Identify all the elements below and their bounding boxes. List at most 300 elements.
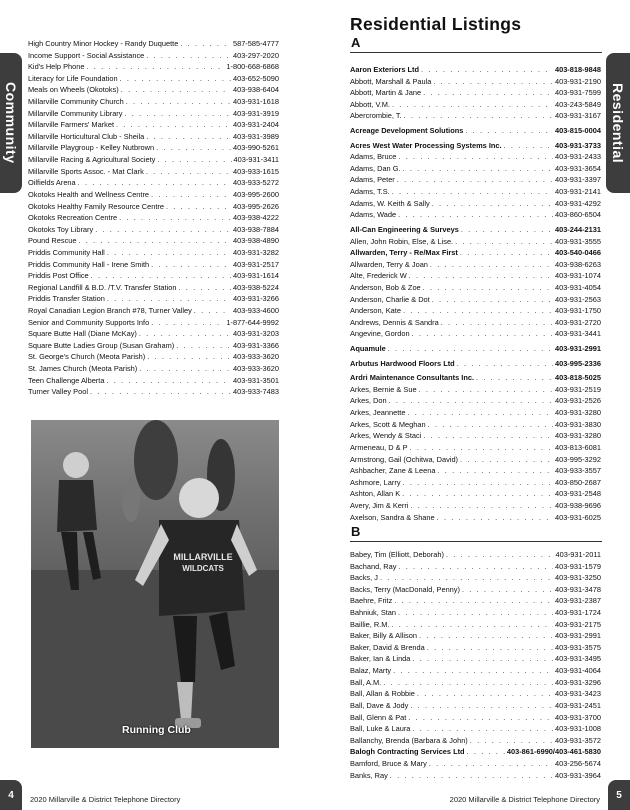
dot-leader — [441, 317, 553, 329]
listing-name: Adams, Wade — [350, 210, 397, 220]
dot-leader — [412, 653, 553, 665]
dot-leader — [388, 343, 553, 355]
shirt-text-2: WILDCATS — [182, 564, 224, 573]
dot-leader — [408, 712, 553, 724]
listing-phone: 403-931-1579 — [554, 561, 601, 571]
listing-row — [28, 108, 279, 120]
listing-name: Anderson, Kate — [350, 306, 401, 316]
listing-name: Literacy for Life Foundation — [28, 73, 118, 83]
dot-leader — [470, 735, 553, 747]
listing-row — [350, 770, 601, 782]
left-footer-text: 2020 Millarville & District Telephone Directory — [30, 795, 181, 804]
dot-leader — [176, 340, 231, 352]
dot-leader — [421, 64, 553, 76]
dot-leader — [462, 584, 553, 596]
listing-row — [28, 247, 279, 259]
listing-phone: 403-256-5674 — [554, 758, 601, 768]
listing-row — [28, 38, 279, 50]
dot-leader — [402, 488, 553, 500]
dot-leader — [476, 372, 553, 384]
listing-name: Baillie, R.M. — [350, 619, 390, 629]
listing-name: Baker, Billy & Allison — [350, 631, 417, 641]
listing-name: Axelson, Sandra & Shane — [350, 512, 435, 522]
listing-name: Millarville Playgroup - Kelley Nutbrown — [28, 143, 155, 153]
listing-phone: 403-931-2991 — [554, 631, 601, 641]
listing-phone: 403-931-3423 — [554, 689, 601, 699]
listing-name: Millarville Community Church — [28, 97, 124, 107]
dot-leader — [398, 607, 553, 619]
dot-leader — [146, 50, 231, 62]
listing-name: Ball, Luke & Laura — [350, 724, 411, 734]
listing-row — [350, 595, 601, 607]
listing-name: Abercrombie, T. — [350, 111, 402, 121]
listing-phone: 403-931-1614 — [232, 271, 279, 281]
dot-leader — [107, 247, 231, 259]
dot-leader — [394, 595, 553, 607]
listing-row — [350, 665, 601, 677]
listing-phone: 403-938-6404 — [232, 85, 279, 95]
listing-name: Millarville Horticultural Club - Sheila — [28, 131, 145, 141]
listing-name: Millarville Farmers' Market — [28, 120, 114, 130]
listing-name: Babey, Tim (Elliott, Deborah) — [350, 550, 444, 559]
listing-row — [350, 584, 601, 596]
listing-name: Arkes, Don — [350, 396, 387, 406]
listing-row — [350, 465, 601, 477]
listing-row — [350, 477, 601, 489]
listing-phone: 403-933-7483 — [232, 387, 279, 397]
listing-name: Ardri Maintenance Consultants Inc. — [350, 373, 475, 383]
listing-row — [350, 712, 601, 724]
listing-phone: 403-931-4064 — [554, 666, 601, 676]
dot-leader — [467, 746, 505, 758]
listing-name: Arkes, Jeannette — [350, 408, 406, 418]
listing-row — [350, 395, 601, 407]
running-club-photo — [31, 420, 279, 748]
listing-name: St. James Church (Meota Parish) — [28, 364, 138, 374]
dot-leader — [383, 677, 553, 689]
listing-row — [28, 224, 279, 236]
listing-phone: 403-860-6504 — [554, 210, 601, 220]
listing-phone: 403-931-2720 — [554, 317, 601, 327]
listing-name: Aaron Exteriors Ltd — [350, 65, 419, 74]
listing-phone: 403-931-1618 — [232, 97, 279, 107]
listing-row — [350, 549, 601, 561]
listing-row — [350, 384, 601, 396]
listing-phone: 403-815-0004 — [554, 126, 601, 136]
listing-phone: 403-933-3557 — [554, 466, 601, 476]
listing-phone: 403-933-3620 — [232, 364, 279, 374]
listing-name: Arbutus Hardwood Floors Ltd — [350, 358, 455, 368]
listing-row — [350, 677, 601, 689]
dot-leader — [95, 224, 231, 236]
dot-leader — [423, 430, 553, 442]
dot-leader — [157, 154, 231, 166]
listing-row — [350, 236, 601, 248]
residential-tab-label: Residential — [610, 82, 626, 164]
dot-leader — [116, 119, 231, 131]
listing-phone: 403-931-2519 — [554, 384, 601, 394]
listing-name: Ball, Glenn & Pat — [350, 712, 407, 722]
listing-row — [28, 50, 279, 62]
listing-row — [350, 186, 601, 198]
listing-row — [28, 189, 279, 201]
listing-name: Millarville Sports Assoc. - Mat Clark — [28, 166, 144, 176]
dot-leader — [446, 549, 554, 561]
listing-phone: 403-931-3296 — [554, 677, 601, 687]
listing-name: Arkes, Wendy & Staci — [350, 431, 422, 441]
listing-phone: 403-931-1750 — [554, 306, 601, 316]
listing-name: Ball, Allan & Robbie — [350, 689, 415, 699]
listing-row — [350, 328, 601, 340]
listing-phone: 403-813-6081 — [554, 442, 601, 452]
listing-row — [28, 119, 279, 131]
listing-name: Baker, Ian & Linda — [350, 654, 411, 664]
listing-phone: 403-931-4292 — [554, 198, 601, 208]
listing-row — [350, 259, 601, 271]
listing-name: Okotoks Recreation Centre — [28, 213, 118, 223]
dot-leader — [410, 442, 553, 454]
dot-leader — [403, 477, 553, 489]
listing-phone: 403-931-3397 — [554, 175, 601, 185]
listing-name: Andrews, Dennis & Sandra — [350, 317, 439, 327]
dot-leader — [389, 395, 553, 407]
listing-phone: 403-995-3292 — [554, 454, 601, 464]
listing-row — [28, 142, 279, 154]
listing-phone: 403-931-2175 — [554, 619, 601, 629]
listing-name: Aquamule — [350, 344, 386, 354]
listing-name: Backs, J — [350, 573, 378, 583]
listing-row — [350, 294, 601, 306]
listing-phone: 403-931-3203 — [232, 329, 279, 339]
dot-leader — [432, 294, 553, 306]
dot-leader — [427, 642, 553, 654]
dot-leader — [430, 259, 553, 271]
listing-row — [350, 270, 601, 282]
listing-phone: 403-938-5224 — [232, 282, 279, 292]
listing-phone: 403-931-3266 — [232, 294, 279, 304]
listing-phone: 403-931-3830 — [554, 419, 601, 429]
listing-phone: 403-931-2548 — [554, 489, 601, 499]
listing-name: Income Support - Social Assistance — [28, 50, 145, 60]
listing-phone: 403-540-0466 — [554, 248, 601, 258]
listing-row — [350, 343, 601, 355]
listing-phone: 403-931-4054 — [554, 282, 601, 292]
dot-leader — [392, 99, 553, 111]
section-b-divider — [350, 541, 602, 542]
listing-name: Priddis Post Office — [28, 271, 89, 281]
listing-name: Balogh Contracting Services Ltd — [350, 747, 465, 757]
listing-name: Allwarden, Terry - Re/Max First — [350, 248, 458, 258]
listing-phone: 403-931-6025 — [554, 512, 601, 522]
listing-row — [28, 351, 279, 363]
listing-phone: 403-931-3441 — [554, 329, 601, 339]
listing-row — [350, 317, 601, 329]
listing-phone: 403-995-2600 — [232, 189, 279, 199]
listing-name: Ashmore, Larry — [350, 477, 401, 487]
listing-row — [350, 630, 601, 642]
dot-leader — [151, 189, 231, 201]
dot-leader — [391, 619, 553, 631]
listing-row — [28, 282, 279, 294]
listing-phone: 403-931-3654 — [554, 163, 601, 173]
listing-phone: 403-995-2626 — [232, 201, 279, 211]
listing-phone: 403-938-6263 — [554, 259, 601, 269]
dot-leader — [423, 87, 553, 99]
listing-name: Millarville Racing & Agricultural Society — [28, 155, 156, 165]
listing-phone: 403-933-3620 — [232, 352, 279, 362]
listing-name: Armeneau, D & P — [350, 442, 408, 452]
listing-row — [28, 235, 279, 247]
listing-row — [350, 174, 601, 186]
listing-phone: 403-931-3478 — [554, 584, 601, 594]
listing-name: Adams, W. Keith & Sally — [350, 198, 430, 208]
listing-name: Baehre, Fritz — [350, 596, 393, 606]
dot-leader — [107, 293, 231, 305]
listing-phone: 403-652-5090 — [232, 73, 279, 83]
listing-name: Anderson, Bob & Zoe — [350, 282, 421, 292]
dot-leader — [78, 177, 231, 189]
listing-row — [350, 87, 601, 99]
residential-side-tab — [606, 53, 630, 193]
listing-name: Teen Challenge Alberta — [28, 375, 105, 385]
listing-phone: 403-931-1074 — [554, 271, 601, 281]
listing-row — [350, 572, 601, 584]
listing-row — [350, 198, 601, 210]
listing-phone: 403-931-3280 — [554, 431, 601, 441]
section-b-listings — [350, 549, 601, 781]
listing-row — [350, 688, 601, 700]
dot-leader — [91, 270, 231, 282]
right-page-number: 5 — [608, 780, 630, 810]
dot-leader — [417, 688, 553, 700]
listing-name: Ashbacher, Zane & Leena — [350, 466, 436, 476]
listing-phone: 403-931-3280 — [554, 408, 601, 418]
listing-phone: 403-931-2011 — [555, 550, 601, 559]
listing-phone: 403-931-3989 — [232, 131, 279, 141]
dot-leader — [433, 76, 553, 88]
listing-row — [350, 224, 601, 236]
dot-leader — [78, 235, 230, 247]
listing-name: Priddis Community Hall — [28, 247, 105, 257]
listing-name: Okotoks Healthy Family Resource Centre — [28, 201, 164, 211]
listing-phone: 1-800-668-6868 — [226, 62, 279, 72]
listing-name: Square Butte Ladies Group (Susan Graham) — [28, 340, 175, 350]
listing-phone: 403-931-2141 — [554, 187, 601, 197]
listing-name: Adams, Peter — [350, 175, 395, 185]
listing-phone: 403-931-2563 — [554, 294, 601, 304]
dot-leader — [398, 151, 553, 163]
listing-phone: 403-931-3575 — [554, 642, 601, 652]
dot-leader — [412, 328, 553, 340]
listing-phone: 403-938-4222 — [232, 213, 279, 223]
listing-row — [28, 61, 279, 73]
listing-row — [350, 746, 601, 758]
listing-row — [350, 430, 601, 442]
listing-row — [350, 407, 601, 419]
listing-phone: 403-931-3733 — [554, 140, 601, 150]
listing-phone: 403-995-2336 — [554, 358, 601, 368]
listing-name: Arkes, Bernie & Sue — [350, 384, 417, 394]
listing-name: Abbott, V.M. — [350, 99, 390, 109]
listing-name: Adams, Dan G. — [350, 163, 401, 173]
listing-name: Bamford, Bruce & Mary — [350, 758, 427, 768]
listing-row — [28, 177, 279, 189]
dot-leader — [178, 282, 231, 294]
listing-row — [28, 84, 279, 96]
listing-phone: 403-931-2526 — [554, 396, 601, 406]
dot-leader — [139, 363, 231, 375]
listing-row — [350, 653, 601, 665]
dot-leader — [461, 224, 553, 236]
dot-leader — [410, 700, 553, 712]
listing-row — [28, 73, 279, 85]
dot-leader — [121, 84, 231, 96]
listing-phone: 403-297-2020 — [232, 50, 279, 60]
listing-name: Banks, Ray — [350, 770, 388, 780]
listing-phone: 403-931-7599 — [554, 88, 601, 98]
listing-phone: 403-931-3282 — [232, 247, 279, 257]
listing-name: Royal Canadian Legion Branch #78, Turner Valley — [28, 306, 192, 316]
listing-row — [350, 619, 601, 631]
dot-leader — [429, 758, 553, 770]
listing-phone: 403-931-3366 — [232, 340, 279, 350]
listing-name: Baker, David & Brenda — [350, 642, 425, 652]
listing-name: Oilfields Arena — [28, 178, 76, 188]
listing-name: Backs, Terry (MacDonald, Penny) — [350, 584, 460, 594]
listing-row — [350, 358, 601, 370]
listing-name: All-Can Engineering & Surveys — [350, 224, 459, 234]
listing-phone: 403-931-3167 — [554, 111, 601, 121]
listing-phone: 403-938-7884 — [232, 224, 279, 234]
listing-phone: 403-931-2190 — [554, 76, 601, 86]
listing-row — [28, 386, 279, 398]
dot-leader — [146, 131, 231, 143]
listing-name: Adams, Bruce — [350, 152, 397, 162]
listing-row — [350, 247, 601, 259]
dot-leader — [423, 282, 553, 294]
listing-name: Acres West Water Processing Systems Inc. — [350, 140, 502, 150]
dot-leader — [460, 247, 553, 259]
listing-name: Balaz, Marty — [350, 666, 392, 676]
listing-row — [350, 700, 601, 712]
listing-name: High Country Minor Hockey - Randy Duquette — [28, 39, 179, 48]
photo-caption: Running Club — [122, 724, 191, 736]
listing-phone: 1-877-644-9992 — [226, 317, 279, 327]
listing-row — [350, 488, 601, 500]
listing-name: Okotoks Toy Library — [28, 224, 94, 234]
dot-leader — [151, 259, 231, 271]
listing-phone: 403-933-5272 — [232, 178, 279, 188]
dot-leader — [126, 96, 231, 108]
listing-row — [28, 96, 279, 108]
listing-phone: 403-931-2387 — [554, 596, 601, 606]
dot-leader — [428, 419, 553, 431]
listing-row — [28, 154, 279, 166]
listing-phone: 403-931-2991 — [554, 344, 601, 354]
dot-leader — [398, 561, 553, 573]
dot-leader — [419, 630, 553, 642]
dot-leader — [147, 351, 231, 363]
listing-name: Anderson, Charlie & Dot — [350, 294, 430, 304]
listing-row — [350, 607, 601, 619]
listing-name: Allen, John Robin, Else, & Lise. — [350, 236, 454, 246]
community-listings — [28, 38, 279, 398]
dot-leader — [398, 209, 553, 221]
listing-row — [28, 166, 279, 178]
dot-leader — [390, 770, 553, 782]
listing-name: Okotoks Health and Wellness Centre — [28, 189, 150, 199]
dot-leader — [409, 270, 553, 282]
listing-phone: 403-243-5849 — [554, 99, 601, 109]
community-tab-label: Community — [3, 82, 19, 164]
listing-phone: 403-933-4600 — [232, 306, 279, 316]
dot-leader — [156, 142, 231, 154]
listing-phone: 403-818-9848 — [554, 65, 601, 74]
dot-leader — [397, 174, 553, 186]
dot-leader — [166, 201, 231, 213]
dot-leader — [403, 163, 553, 175]
listing-phone: 403-931-3555 — [554, 236, 601, 246]
right-footer-text: 2020 Millarville & District Telephone Directory — [449, 795, 600, 804]
dot-leader — [139, 328, 231, 340]
section-letter-b: B — [351, 524, 361, 539]
listing-phone: 587-585-4777 — [232, 39, 279, 48]
section-letter-a: A — [351, 35, 361, 50]
listing-phone: 403-931-2433 — [554, 152, 601, 162]
listing-phone: 403-933-1615 — [232, 166, 279, 176]
listing-name: Ballanchy, Brenda (Barbara & John) — [350, 735, 468, 745]
dot-leader — [412, 723, 553, 735]
section-a-listings — [350, 64, 601, 523]
listing-name: Abbott, Martin & Jane — [350, 88, 422, 98]
listing-name: Square Butte Hall (Diane McKay) — [28, 329, 137, 339]
listing-row — [28, 328, 279, 340]
listing-phone: 403-931-1008 — [554, 724, 601, 734]
shirt-text-1: MILLARVILLE — [173, 552, 233, 562]
listing-phone: 403-931-2404 — [232, 120, 279, 130]
listing-phone: 403-931-3572 — [554, 735, 601, 745]
listing-phone: 403-938-9696 — [554, 500, 601, 510]
running-club-illustration — [31, 420, 279, 748]
listing-name: Adams, T.S. — [350, 187, 390, 197]
listing-name: Allwarden, Terry & Joan — [350, 259, 428, 269]
listing-phone: 403-931-3495 — [554, 654, 601, 664]
community-side-tab — [0, 53, 22, 193]
left-page-number: 4 — [0, 780, 22, 810]
listing-name: Armstrong, Gail (Ochitwa, David) — [350, 454, 459, 464]
listing-phone: 403-931-2451 — [554, 700, 601, 710]
listing-row — [28, 212, 279, 224]
listing-row — [350, 99, 601, 111]
dot-leader — [407, 407, 553, 419]
listing-name: Abbott, Marshall & Paula — [350, 76, 432, 86]
listing-row — [350, 419, 601, 431]
dot-leader — [146, 166, 231, 178]
dot-leader — [455, 236, 553, 248]
dot-leader — [504, 140, 553, 152]
listing-phone: 403-850-2687 — [554, 477, 601, 487]
dot-leader — [180, 38, 231, 50]
listing-row — [350, 151, 601, 163]
listing-phone: 403-931-3700 — [554, 712, 601, 722]
listing-row — [350, 561, 601, 573]
listing-phone: 403-244-2131 — [554, 224, 601, 234]
dot-leader — [404, 110, 553, 122]
dot-leader — [437, 465, 553, 477]
listing-name: Priddis Transfer Station — [28, 294, 105, 304]
listing-phone: 403-931-1724 — [554, 608, 601, 618]
listing-name: Ball, Dave & Jody — [350, 700, 409, 710]
